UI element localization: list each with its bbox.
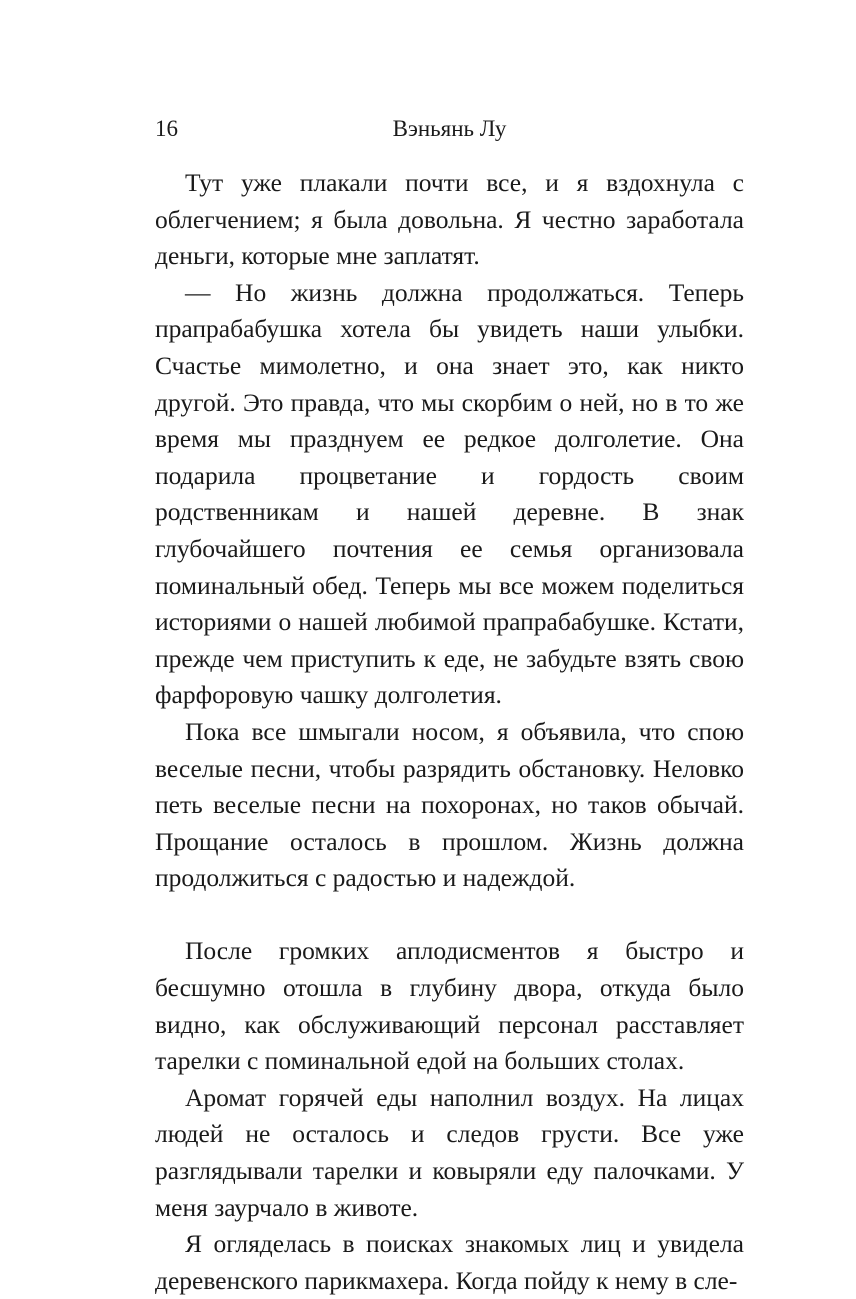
book-author: Вэньянь Лу [392,116,507,141]
paragraph: После громких аплодисментов я быстро и бесшумно отошла в глубину двора, откуда было видно, как обслуживающий персонал расставляет тарелки с поминальной едой на больших столах. [155,936,744,1076]
paragraph: — Но жизнь должна продолжаться. Теперь прапрабабушка хотела бы увидеть наши улыбки. Счастье мимолетно, и она знает это, как никто другой. Это правда, что мы скорбим о ней, но в то же время мы празднуем ее редкое долголетие. Она подарила процветание и гордость своим родственникам и нашей деревне. В знак глубочайшего почтения ее семья организовала поминальный обед. Теперь мы все можем поделиться историями о нашей любимой прапрабабушке. Кстати, прежде чем приступить к еде, не забудьте взять свою фарфоровую чашку долголетия. [155,277,744,710]
running-head [155,112,744,146]
paragraph: Аромат горячей еды наполнил воздух. На лицах людей не осталось и следов грусти. Все уже разглядывали тарелки и ковыряли еду палочками. У меня заурчало в животе. [155,1082,744,1222]
paragraph: Тут уже плакали почти все, и я вздохнула с облегчением; я была довольна. Я честно заработала деньги, которые мне заплатят. [155,168,744,271]
page-number: 16 [155,116,178,141]
paragraph: Я огляделась в поисках знакомых лиц и увидела деревенского парикмахера. Когда пойду к нему в сле- [155,1229,744,1295]
paragraph: Пока все шмыгали носом, я объявила, что спою веселые песни, чтобы разрядить обстановку. Неловко петь веселые песни на похоронах, но таков обычай. Прощание осталось в прошлом. Жизнь должна продолжиться с радостью и надеждой. [155,716,744,893]
body-text [155,165,744,1299]
